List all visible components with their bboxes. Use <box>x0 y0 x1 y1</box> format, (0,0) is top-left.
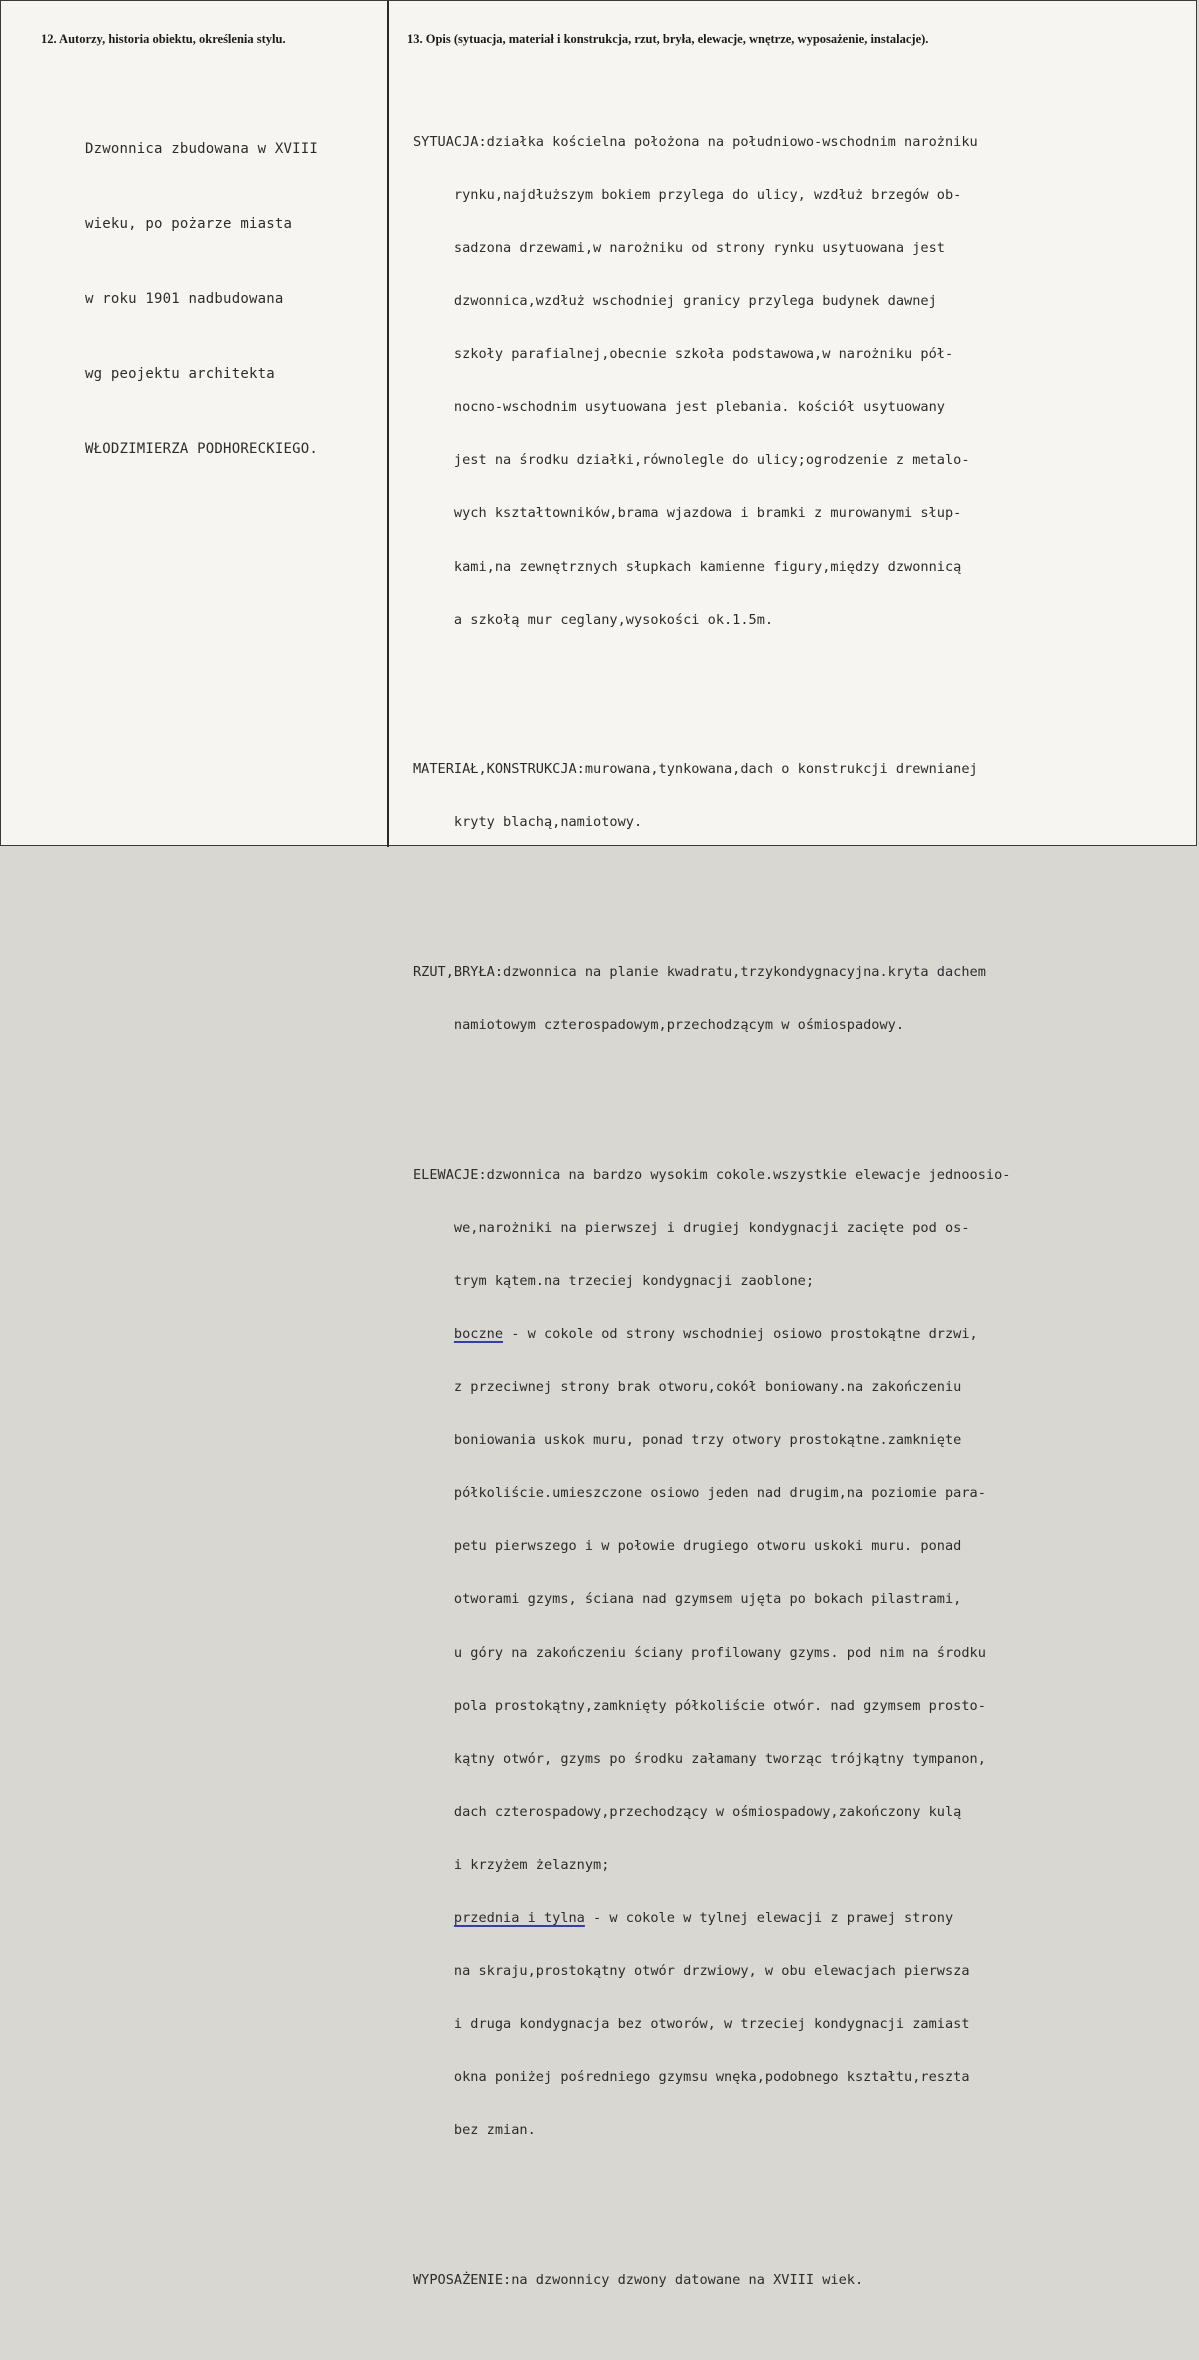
text-line: bez zmian. <box>413 2122 536 2139</box>
text-line: kątny otwór, gzyms po środku załamany tworząc trójkątny tympanon, <box>413 1750 986 1767</box>
column-divider <box>387 1 389 847</box>
history-line: wieku, po pożarze miasta <box>85 216 293 232</box>
sytuacja-paragraph <box>413 98 1010 664</box>
przednia-line <box>413 1910 1010 1928</box>
text-line: trym kątem.na trzeciej kondygnacji zaoblone; <box>413 1272 815 1289</box>
text-line: u góry na zakończeniu ściany profilowany gzyms. pod nim na środku <box>413 1644 986 1661</box>
text-line: we,narożniki na pierwszej i drugiej kondygnacji zacięte pod os- <box>413 1219 970 1236</box>
text-line: MATERIAŁ,KONSTRUKCJA:murowana,tynkowana,dach o konstrukcji drewnianej <box>413 761 978 778</box>
history-line: w roku 1901 nadbudowana <box>85 291 284 307</box>
history-line: Dzwonnica zbudowana w XVIII <box>85 141 318 157</box>
przednia-text: - w cokole w tylnej elewacji z prawej strony <box>584 1909 954 1926</box>
text-line: rynku,najdłuższym bokiem przylega do ulicy, wzdłuż brzegów ob- <box>413 186 962 203</box>
text-line: namiotowym czterospadowym,przechodzącym w ośmiospadowy. <box>413 1017 905 1034</box>
boczne-text: - w cokole od strony wschodniej osiowo prostokątne drzwi, <box>503 1325 978 1342</box>
text-line: pola prostokątny,zamknięty półkoliście otwór. nad gzymsem prosto- <box>413 1697 986 1714</box>
text-line: WYPOSAŻENIE:na dzwonnicy dzwony datowane na XVIII wiek. <box>413 2271 864 2288</box>
material-paragraph <box>413 726 1010 868</box>
text-line: boniowania uskok muru, ponad trzy otwory prostokątne.zamknięte <box>413 1432 962 1449</box>
text-line: RZUT,BRYŁA:dzwonnica na planie kwadratu,trzykondygnacyjna.kryta dachem <box>413 963 986 980</box>
elewacje-paragraph <box>413 1131 1010 2175</box>
text-line: nocno-wschodnim usytuowana jest plebania. kościół usytuowany <box>413 399 945 416</box>
text-line: petu pierwszego i w połowie drugiego otworu uskoki muru. ponad <box>413 1538 962 1555</box>
text-line: ELEWACJE:dzwonnica na bardzo wysokim cokole.wszystkie elewacje jednoosio- <box>413 1166 1011 1183</box>
text-line: dzwonnica,wzdłuż wschodniej granicy przylega budynek dawnej <box>413 293 937 310</box>
boczne-line <box>413 1326 1010 1344</box>
text-line: szkoły parafialnej,obecnie szkoła podstawowa,w narożniku pół- <box>413 346 954 363</box>
text-line: SYTUACJA:działka kościelna położona na południowo-wschodnim narożniku <box>413 133 978 150</box>
rzut-paragraph <box>413 929 1010 1071</box>
text-line: sadzona drzewami,w narożniku od strony rynku usytuowana jest <box>413 240 945 256</box>
section-12-heading: 12. Autorzy, historia obiektu, określenia stylu. <box>41 32 286 46</box>
history-line: wg peojektu architekta <box>85 366 275 382</box>
section-13-heading: 13. Opis (sytuacja, materiał i konstrukcja, rzut, bryła, elewacje, wnętrze, wyposażenie, instalacje). <box>407 32 929 46</box>
history-text <box>85 87 318 512</box>
text-line: z przeciwnej strony brak otworu,cokół boniowany.na zakończeniu <box>413 1379 962 1396</box>
text-line: i druga kondygnacja bez otworów, w trzeciej kondygnacji zamiast <box>413 2016 970 2033</box>
description-text <box>413 63 1010 2360</box>
text-line: a szkołą mur ceglany,wysokości ok.1.5m. <box>413 611 774 628</box>
text-line: i krzyżem żelaznym; <box>413 1856 610 1873</box>
text-line: wych kształtowników,brama wjazdowa i bramki z murowanymi słup- <box>413 505 962 522</box>
text-line: kami,na zewnętrznych słupkach kamienne figury,między dzwonnicą <box>413 558 962 575</box>
text-line: otworami gzyms, ściana nad gzymsem ujęta po bokach pilastrami, <box>413 1591 962 1608</box>
przednia-label: przednia i tylna <box>453 1909 585 1926</box>
wyposazenie-paragraph <box>413 2237 1010 2326</box>
text-line: na skraju,prostokątny otwór drzwiowy, w obu elewacjach pierwsza <box>413 1963 970 1980</box>
text-line: jest na środku działki,równolegle do ulicy;ogrodzenie z metalo- <box>413 452 970 469</box>
text-line: okna poniżej pośredniego gzymsu wnęka,podobnego kształtu,reszta <box>413 2069 970 2086</box>
boczne-label: boczne <box>453 1325 504 1342</box>
text-line: kryty blachą,namiotowy. <box>413 814 643 831</box>
text-line: półkoliście.umieszczone osiowo jeden nad drugim,na poziomie para- <box>413 1485 986 1502</box>
text-line: dach czterospadowy,przechodzący w ośmiospadowy,zakończony kulą <box>413 1803 962 1820</box>
history-line: WŁODZIMIERZA PODHORECKIEGO. <box>85 441 318 457</box>
